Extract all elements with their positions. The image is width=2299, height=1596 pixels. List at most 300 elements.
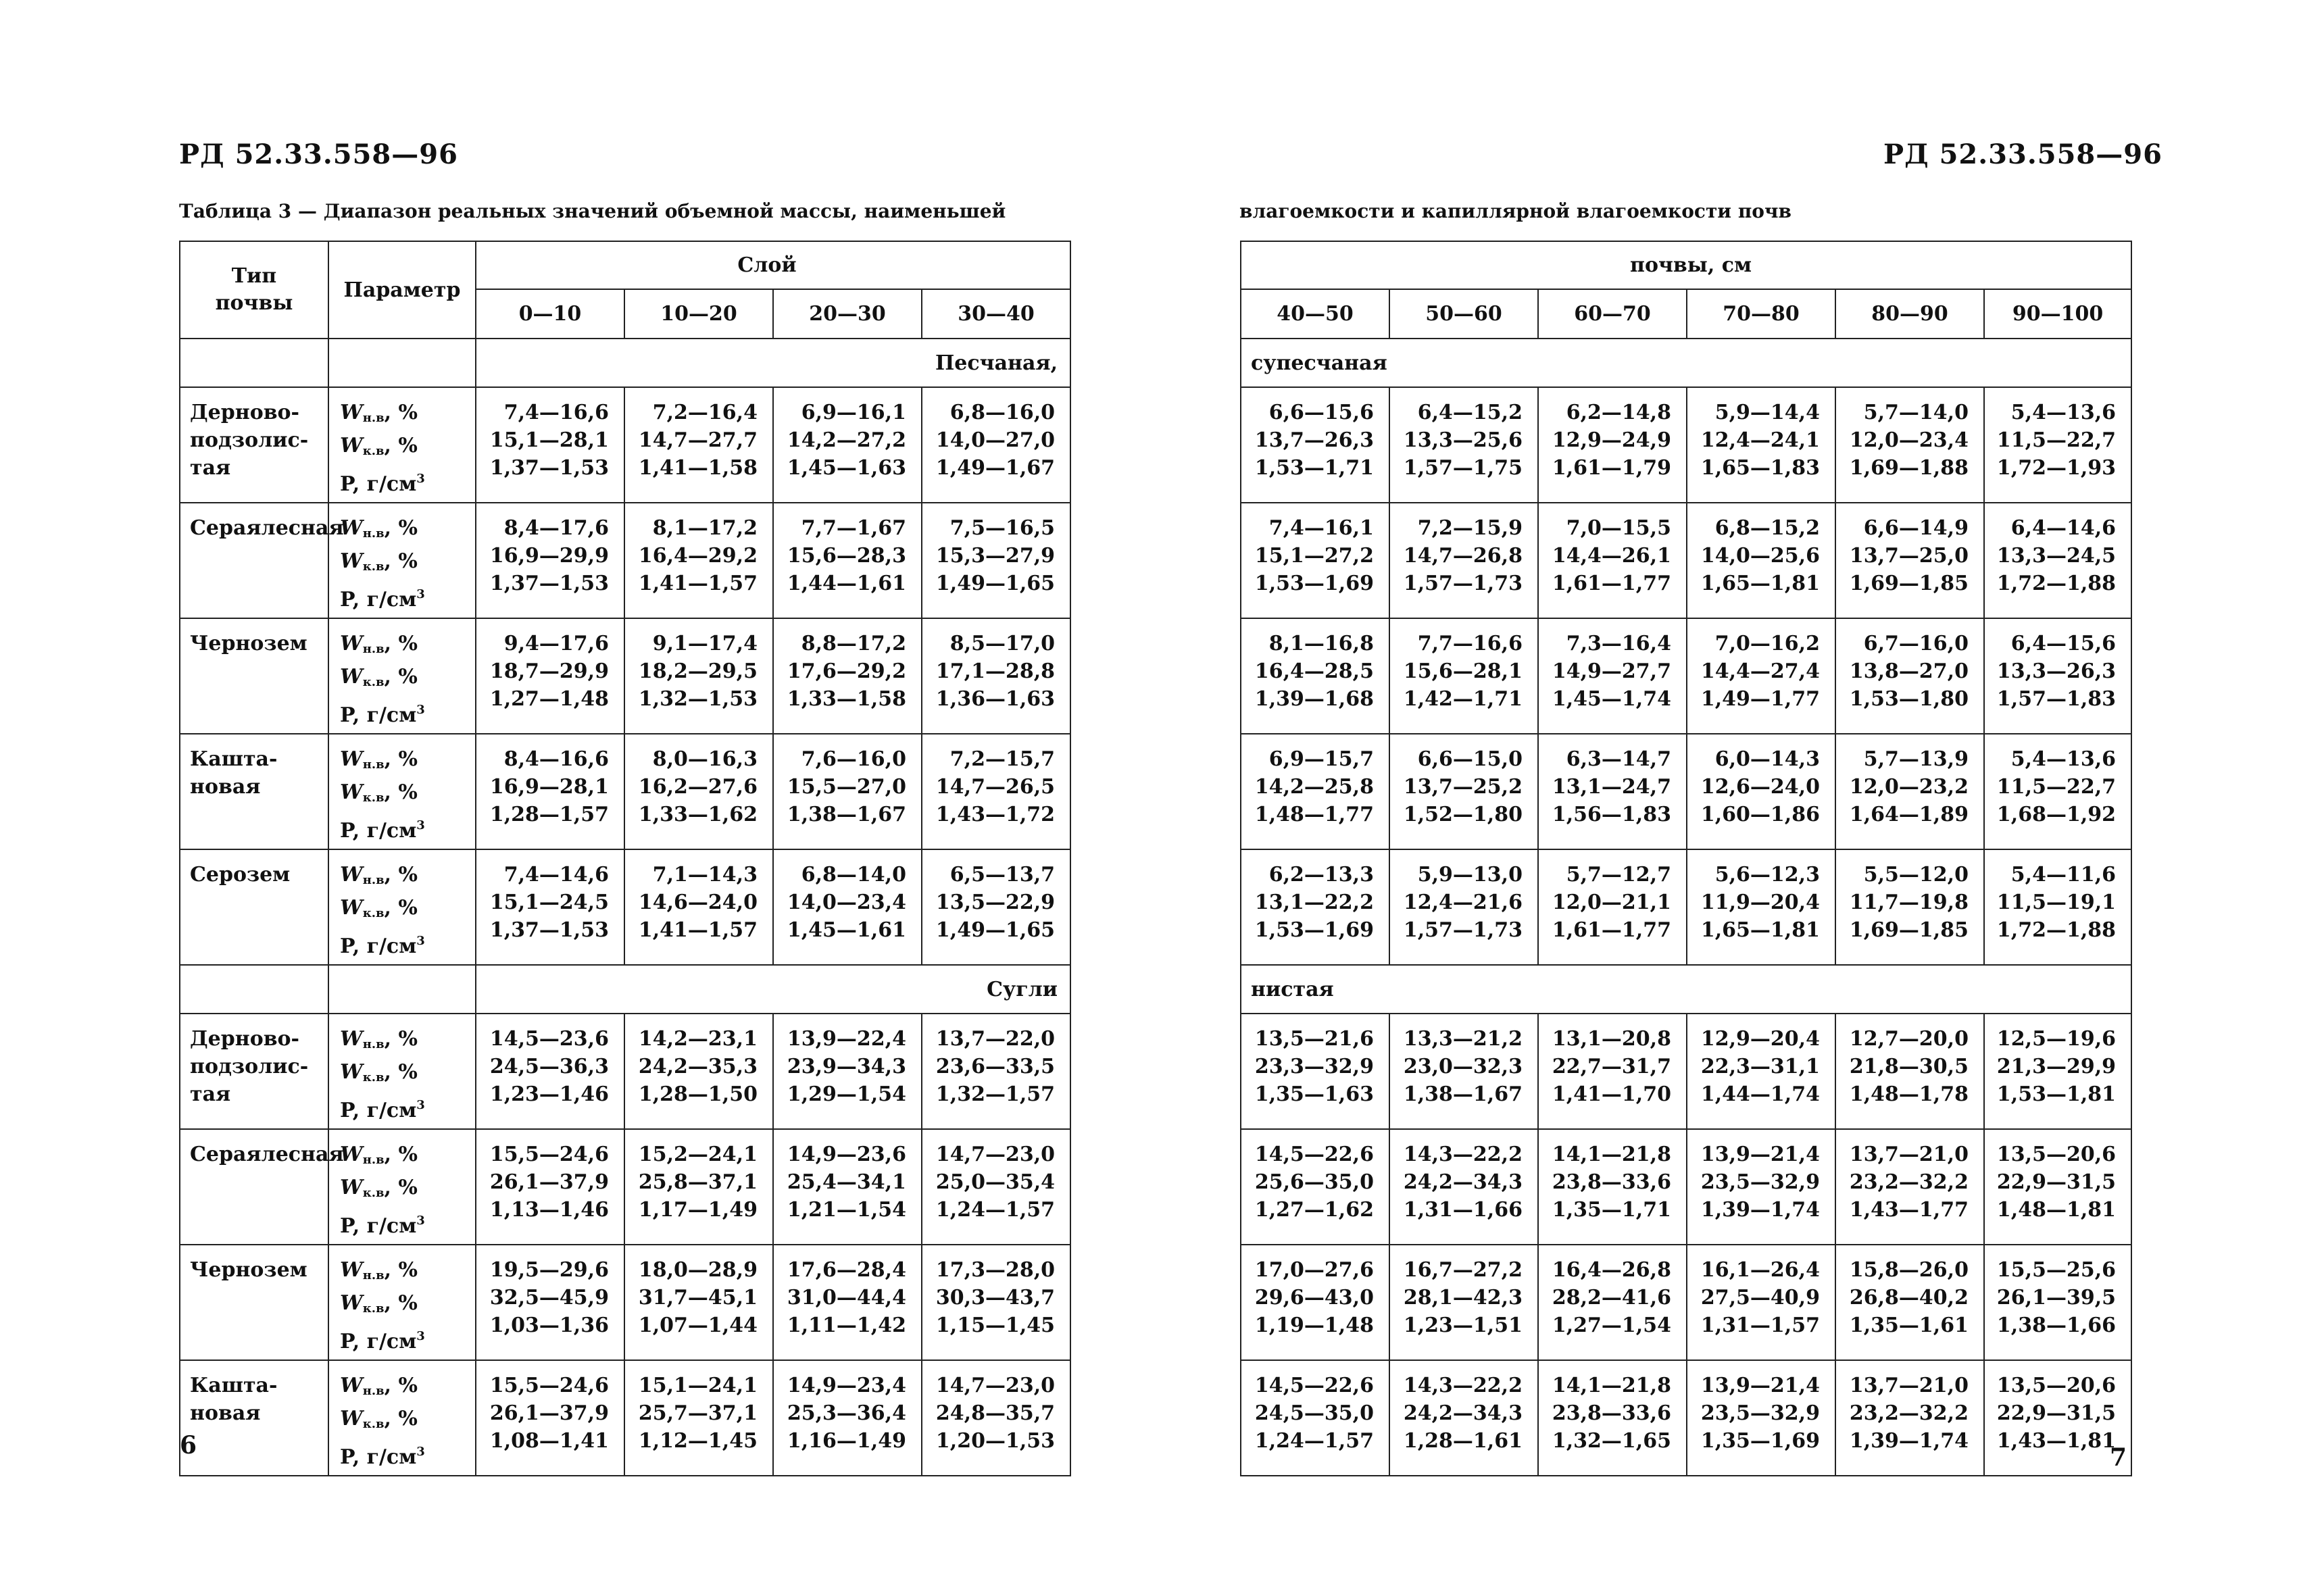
value-range: 5,6—12,3 bbox=[1714, 863, 1820, 887]
value-range: 8,4—16,6 bbox=[503, 747, 609, 771]
value-cell bbox=[1241, 849, 1389, 965]
value-range: 1,41—1,70 bbox=[1552, 1082, 1671, 1106]
soil-type-line: Кашта- bbox=[190, 747, 278, 771]
document-code-right: РД 52.33.558—96 bbox=[1883, 139, 2162, 170]
value-cell bbox=[773, 618, 922, 734]
value-cell bbox=[773, 387, 922, 503]
soil-type bbox=[180, 503, 344, 618]
value-range: 7,2—15,7 bbox=[949, 747, 1056, 771]
param-w-symbol: W bbox=[340, 1407, 363, 1430]
value-cell bbox=[1538, 734, 1687, 849]
section-label: супесчаная bbox=[1241, 339, 2131, 387]
value-range: 13,7—21,0 bbox=[1849, 1374, 1969, 1397]
param-w-subscript: к.в bbox=[362, 1186, 385, 1200]
value-range: 15,8—26,0 bbox=[1849, 1258, 1969, 1282]
value-range: 1,32—1,57 bbox=[935, 1082, 1056, 1106]
soil-type-line: Дерново- bbox=[190, 401, 300, 424]
value-cell bbox=[922, 1014, 1070, 1129]
value-range: 23,2—32,2 bbox=[1849, 1170, 1969, 1194]
value-range: 1,43—1,72 bbox=[935, 803, 1056, 826]
value-cell bbox=[476, 1245, 624, 1360]
value-range: 1,53—1,71 bbox=[1254, 456, 1374, 480]
value-range: 1,48—1,78 bbox=[1849, 1082, 1969, 1106]
value-range: 1,53—1,69 bbox=[1254, 572, 1374, 595]
param-unit: , % bbox=[384, 434, 418, 457]
value-cell bbox=[1687, 1245, 1835, 1360]
value-range: 6,5—13,7 bbox=[949, 863, 1056, 887]
value-range: 1,57—1,73 bbox=[1403, 918, 1523, 942]
param-density bbox=[340, 1322, 475, 1355]
value-cell bbox=[1835, 1245, 1984, 1360]
value-range: 31,0—44,4 bbox=[787, 1286, 906, 1310]
param-density bbox=[340, 1207, 475, 1240]
table-caption-continued: влагоемкости и капиллярной влагоемкости почв bbox=[1239, 200, 1791, 222]
value-range: 28,2—41,6 bbox=[1552, 1286, 1671, 1310]
empty-cell bbox=[180, 339, 328, 387]
param-unit: , % bbox=[384, 1374, 418, 1397]
section-row bbox=[1241, 965, 2131, 1014]
value-range: 14,4—27,4 bbox=[1700, 659, 1820, 683]
value-range: 13,5—20,6 bbox=[1996, 1143, 2117, 1166]
param-density bbox=[340, 465, 475, 498]
soil-row bbox=[1241, 1245, 2131, 1360]
param-w-nv bbox=[340, 399, 475, 432]
soil-type-line: подзолис- bbox=[190, 1055, 309, 1078]
param-w-subscript: к.в bbox=[362, 559, 385, 574]
value-range: 16,2—27,6 bbox=[638, 775, 758, 799]
value-range: 6,0—14,3 bbox=[1714, 747, 1820, 771]
value-range: 14,2—27,2 bbox=[787, 428, 906, 452]
value-cell bbox=[1835, 618, 1984, 734]
value-range: 15,3—27,9 bbox=[935, 544, 1056, 568]
value-range: 7,6—16,0 bbox=[801, 747, 906, 771]
value-range: 1,57—1,83 bbox=[1996, 687, 2117, 711]
value-range: 14,7—23,0 bbox=[935, 1374, 1056, 1397]
depth-header: 0—10 bbox=[476, 289, 624, 339]
param-w-symbol: W bbox=[340, 780, 363, 804]
value-range: 14,0—23,4 bbox=[787, 891, 906, 914]
value-range: 14,5—22,6 bbox=[1254, 1374, 1374, 1397]
param-unit: , % bbox=[384, 665, 418, 689]
param-w-symbol: W bbox=[340, 863, 363, 887]
soil-row bbox=[1241, 503, 2131, 618]
value-range: 15,1—24,1 bbox=[638, 1374, 758, 1397]
soil-row bbox=[180, 734, 1070, 849]
value-range: 13,5—20,6 bbox=[1996, 1374, 2117, 1397]
value-range: 5,4—11,6 bbox=[2010, 863, 2117, 887]
soil-row bbox=[1241, 1014, 2131, 1129]
value-range: 15,5—27,0 bbox=[787, 775, 906, 799]
value-range: 23,5—32,9 bbox=[1700, 1401, 1820, 1425]
soil-row bbox=[180, 1245, 1070, 1360]
parameter-names bbox=[328, 849, 476, 965]
param-w-kv bbox=[340, 1058, 475, 1091]
depth-header: 90—100 bbox=[1984, 289, 2131, 339]
soil-row bbox=[1241, 618, 2131, 734]
value-range: 15,5—24,6 bbox=[489, 1143, 609, 1166]
value-range: 1,28—1,61 bbox=[1403, 1429, 1523, 1453]
value-cell bbox=[624, 1014, 773, 1129]
param-unit: , % bbox=[384, 1027, 418, 1051]
value-range: 1,39—1,74 bbox=[1849, 1429, 1969, 1453]
value-range: 14,2—25,8 bbox=[1254, 775, 1374, 799]
value-range: 23,5—32,9 bbox=[1700, 1170, 1820, 1194]
value-range: 1,23—1,46 bbox=[489, 1082, 609, 1106]
value-cell bbox=[476, 1014, 624, 1129]
value-range: 14,5—22,6 bbox=[1254, 1143, 1374, 1166]
param-w-kv bbox=[340, 1289, 475, 1322]
value-range: 8,1—16,8 bbox=[1268, 632, 1374, 655]
value-range: 13,9—21,4 bbox=[1700, 1374, 1820, 1397]
value-range: 15,1—24,5 bbox=[489, 891, 609, 914]
depth-header: 30—40 bbox=[922, 289, 1070, 339]
value-cell bbox=[922, 618, 1070, 734]
value-range: 1,17—1,49 bbox=[638, 1198, 758, 1222]
param-w-subscript: к.в bbox=[362, 906, 385, 920]
value-cell bbox=[1389, 1245, 1538, 1360]
value-range: 1,32—1,53 bbox=[638, 687, 758, 711]
soil-type-line: тая bbox=[190, 1082, 231, 1106]
value-range: 1,53—1,69 bbox=[1254, 918, 1374, 942]
value-range: 15,1—28,1 bbox=[489, 428, 609, 452]
param-w-subscript: к.в bbox=[362, 1301, 385, 1316]
empty-cell bbox=[328, 339, 476, 387]
param-w-nv bbox=[340, 745, 475, 778]
soil-type bbox=[180, 1360, 328, 1476]
value-range: 14,7—26,5 bbox=[935, 775, 1056, 799]
value-range: 1,37—1,53 bbox=[489, 918, 609, 942]
value-cell bbox=[1241, 1360, 1389, 1476]
value-range: 25,8—37,1 bbox=[638, 1170, 758, 1194]
value-range: 16,7—27,2 bbox=[1403, 1258, 1523, 1282]
value-range: 11,9—20,4 bbox=[1700, 891, 1820, 914]
value-cell bbox=[922, 1129, 1070, 1245]
value-range: 24,8—35,7 bbox=[935, 1401, 1056, 1425]
value-cell bbox=[1538, 387, 1687, 503]
soil-type-line: новая bbox=[190, 775, 261, 799]
param-w-subscript: н.в bbox=[362, 1037, 385, 1051]
value-cell bbox=[1835, 1129, 1984, 1245]
value-range: 1,07—1,44 bbox=[638, 1314, 758, 1337]
param-p-label: P, г/см bbox=[340, 819, 417, 843]
value-cell bbox=[1389, 1014, 1538, 1129]
soil-type-line: Серая bbox=[190, 1143, 262, 1166]
soil-type bbox=[180, 734, 328, 849]
value-range: 23,8—33,6 bbox=[1552, 1401, 1671, 1425]
value-range: 1,57—1,75 bbox=[1403, 456, 1523, 480]
soil-type-line: лесная bbox=[261, 516, 344, 540]
value-cell bbox=[1835, 1014, 1984, 1129]
value-cell bbox=[1241, 734, 1389, 849]
value-cell bbox=[1538, 503, 1687, 618]
value-range: 8,0—16,3 bbox=[652, 747, 758, 771]
value-range: 18,0—28,9 bbox=[638, 1258, 758, 1282]
value-range: 1,37—1,53 bbox=[489, 456, 609, 480]
value-range: 22,3—31,1 bbox=[1700, 1055, 1820, 1078]
soil-row bbox=[180, 618, 1070, 734]
value-range: 9,1—17,4 bbox=[652, 632, 758, 655]
param-p-label: P, г/см bbox=[340, 588, 417, 612]
value-cell bbox=[773, 734, 922, 849]
value-range: 12,0—23,4 bbox=[1849, 428, 1969, 452]
value-range: 1,61—1,77 bbox=[1552, 572, 1671, 595]
value-cell bbox=[922, 1360, 1070, 1476]
param-w-symbol: W bbox=[340, 1060, 363, 1084]
value-range: 12,7—20,0 bbox=[1849, 1027, 1969, 1051]
value-range: 13,8—27,0 bbox=[1849, 659, 1969, 683]
value-range: 14,2—23,1 bbox=[638, 1027, 758, 1051]
param-w-symbol: W bbox=[340, 549, 363, 573]
value-cell bbox=[476, 387, 624, 503]
value-range: 6,4—14,6 bbox=[2010, 516, 2117, 540]
param-w-subscript: н.в bbox=[362, 526, 385, 541]
value-range: 8,1—17,2 bbox=[652, 516, 758, 540]
value-range: 1,16—1,49 bbox=[787, 1429, 906, 1453]
value-range: 16,4—28,5 bbox=[1254, 659, 1374, 683]
table-left bbox=[179, 241, 1071, 1476]
param-w-nv bbox=[340, 1141, 475, 1174]
soil-type-line: Чернозем bbox=[190, 1258, 307, 1282]
value-cell bbox=[1984, 1014, 2131, 1129]
parameter-names bbox=[328, 1360, 476, 1476]
value-cell bbox=[624, 734, 773, 849]
soil-type bbox=[180, 618, 328, 734]
value-cell bbox=[773, 503, 922, 618]
value-range: 1,36—1,63 bbox=[935, 687, 1056, 711]
value-range: 6,4—15,2 bbox=[1417, 401, 1523, 424]
value-range: 8,8—17,2 bbox=[801, 632, 906, 655]
param-w-symbol: W bbox=[340, 1176, 363, 1199]
value-range: 14,1—21,8 bbox=[1552, 1374, 1671, 1397]
soil-type-line: Кашта- bbox=[190, 1374, 278, 1397]
value-range: 15,6—28,1 bbox=[1403, 659, 1523, 683]
value-range: 6,6—15,0 bbox=[1417, 747, 1523, 771]
value-cell bbox=[1241, 1245, 1389, 1360]
parameter-names bbox=[328, 734, 476, 849]
value-cell bbox=[624, 387, 773, 503]
value-range: 15,6—28,3 bbox=[787, 544, 906, 568]
param-w-subscript: к.в bbox=[362, 1070, 385, 1084]
param-unit: , % bbox=[384, 1176, 418, 1199]
value-range: 17,3—28,0 bbox=[935, 1258, 1056, 1282]
value-range: 17,6—28,4 bbox=[787, 1258, 906, 1282]
value-cell bbox=[922, 734, 1070, 849]
value-range: 1,33—1,62 bbox=[638, 803, 758, 826]
value-range: 8,5—17,0 bbox=[949, 632, 1056, 655]
param-unit: , % bbox=[384, 632, 418, 655]
value-cell bbox=[1241, 1014, 1389, 1129]
value-range: 6,2—14,8 bbox=[1566, 401, 1671, 424]
value-range: 5,9—13,0 bbox=[1417, 863, 1523, 887]
param-p-exponent: 3 bbox=[416, 818, 425, 832]
value-range: 26,1—39,5 bbox=[1996, 1286, 2117, 1310]
soil-type-line: Дерново- bbox=[190, 1027, 300, 1051]
value-cell bbox=[1538, 1129, 1687, 1245]
param-unit: , % bbox=[384, 549, 418, 573]
param-p-exponent: 3 bbox=[416, 1214, 425, 1228]
param-w-subscript: н.в bbox=[362, 411, 385, 425]
value-range: 1,43—1,77 bbox=[1849, 1198, 1969, 1222]
value-range: 14,7—27,7 bbox=[638, 428, 758, 452]
value-range: 24,2—34,3 bbox=[1403, 1401, 1523, 1425]
value-range: 6,4—15,6 bbox=[2010, 632, 2117, 655]
value-range: 6,7—16,0 bbox=[1863, 632, 1969, 655]
soil-row bbox=[1241, 1360, 2131, 1476]
value-range: 1,48—1,77 bbox=[1254, 803, 1374, 826]
value-range: 7,5—16,5 bbox=[949, 516, 1056, 540]
value-range: 1,65—1,83 bbox=[1700, 456, 1820, 480]
value-range: 1,08—1,41 bbox=[489, 1429, 609, 1453]
param-w-subscript: к.в bbox=[362, 444, 385, 458]
value-range: 12,0—23,2 bbox=[1849, 775, 1969, 799]
value-range: 23,9—34,3 bbox=[787, 1055, 906, 1078]
value-range: 1,28—1,50 bbox=[638, 1082, 758, 1106]
param-w-nv bbox=[340, 861, 475, 894]
param-w-symbol: W bbox=[340, 747, 363, 771]
depth-header: 10—20 bbox=[624, 289, 773, 339]
value-range: 11,5—22,7 bbox=[1996, 775, 2117, 799]
param-w-symbol: W bbox=[340, 1291, 363, 1315]
value-range: 12,5—19,6 bbox=[1996, 1027, 2117, 1051]
value-range: 13,9—22,4 bbox=[787, 1027, 906, 1051]
value-range: 13,1—24,7 bbox=[1552, 775, 1671, 799]
value-range: 25,3—36,4 bbox=[787, 1401, 906, 1425]
value-range: 6,9—15,7 bbox=[1268, 747, 1374, 771]
value-range: 13,1—20,8 bbox=[1552, 1027, 1671, 1051]
soil-type-line: Серая bbox=[190, 516, 262, 540]
value-range: 11,5—19,1 bbox=[1996, 891, 2117, 914]
value-range: 1,43—1,81 bbox=[1996, 1429, 2117, 1453]
param-p-exponent: 3 bbox=[416, 1098, 425, 1112]
param-w-kv bbox=[340, 547, 475, 580]
value-range: 1,41—1,58 bbox=[638, 456, 758, 480]
value-range: 25,6—35,0 bbox=[1254, 1170, 1374, 1194]
value-cell bbox=[1241, 618, 1389, 734]
value-cell bbox=[1984, 734, 2131, 849]
value-cell bbox=[1389, 849, 1538, 965]
value-range: 1,49—1,67 bbox=[935, 456, 1056, 480]
value-range: 14,3—22,2 bbox=[1403, 1143, 1523, 1166]
soil-type-line: новая bbox=[190, 1401, 261, 1425]
value-range: 1,15—1,45 bbox=[935, 1314, 1056, 1337]
soil-row bbox=[180, 1014, 1070, 1129]
table-caption: Таблица 3 — Диапазон реальных значений объемной массы, наименьшей bbox=[179, 200, 1006, 222]
value-range: 14,1—21,8 bbox=[1552, 1143, 1671, 1166]
value-range: 6,8—15,2 bbox=[1714, 516, 1820, 540]
value-range: 5,7—14,0 bbox=[1863, 401, 1969, 424]
value-range: 1,23—1,51 bbox=[1403, 1314, 1523, 1337]
value-range: 13,3—21,2 bbox=[1403, 1027, 1523, 1051]
section-label: Сугли bbox=[476, 965, 1070, 1014]
param-w-symbol: W bbox=[340, 1374, 363, 1397]
param-w-subscript: н.в bbox=[362, 1268, 385, 1282]
param-p-exponent: 3 bbox=[416, 1445, 425, 1459]
value-range: 12,9—24,9 bbox=[1552, 428, 1671, 452]
value-range: 24,2—35,3 bbox=[638, 1055, 758, 1078]
value-range: 1,61—1,79 bbox=[1552, 456, 1671, 480]
value-range: 15,1—27,2 bbox=[1254, 544, 1374, 568]
value-range: 1,65—1,81 bbox=[1700, 918, 1820, 942]
param-w-subscript: н.в bbox=[362, 757, 385, 772]
layer-header-continued: почвы, см bbox=[1241, 241, 2131, 289]
value-range: 13,9—21,4 bbox=[1700, 1143, 1820, 1166]
soil-row bbox=[1241, 1129, 2131, 1245]
param-w-kv bbox=[340, 1174, 475, 1207]
value-cell bbox=[1687, 849, 1835, 965]
soil-type bbox=[180, 1014, 328, 1129]
param-w-symbol: W bbox=[340, 1027, 363, 1051]
param-w-symbol: W bbox=[340, 434, 363, 457]
value-range: 1,33—1,58 bbox=[787, 687, 906, 711]
depth-header: 80—90 bbox=[1835, 289, 1984, 339]
value-range: 1,45—1,74 bbox=[1552, 687, 1671, 711]
soil-row bbox=[180, 849, 1070, 965]
value-range: 1,49—1,65 bbox=[935, 918, 1056, 942]
param-density bbox=[340, 1091, 475, 1124]
value-range: 16,4—26,8 bbox=[1552, 1258, 1671, 1282]
value-range: 5,9—14,4 bbox=[1714, 401, 1820, 424]
value-range: 9,4—17,6 bbox=[503, 632, 609, 655]
value-range: 14,9—23,4 bbox=[787, 1374, 906, 1397]
value-range: 26,1—37,9 bbox=[489, 1170, 609, 1194]
value-range: 6,6—14,9 bbox=[1863, 516, 1969, 540]
param-w-subscript: к.в bbox=[362, 791, 385, 805]
document-code-left: РД 52.33.558—96 bbox=[179, 139, 458, 170]
value-range: 12,4—24,1 bbox=[1700, 428, 1820, 452]
value-range: 16,9—29,9 bbox=[489, 544, 609, 568]
value-range: 1,19—1,48 bbox=[1254, 1314, 1374, 1337]
value-range: 1,69—1,88 bbox=[1849, 456, 1969, 480]
value-range: 13,3—24,5 bbox=[1996, 544, 2117, 568]
soil-type-line: Чернозем bbox=[190, 632, 307, 655]
empty-cell bbox=[328, 965, 476, 1014]
value-range: 16,9—28,1 bbox=[489, 775, 609, 799]
param-p-exponent: 3 bbox=[416, 1329, 425, 1343]
value-range: 1,48—1,81 bbox=[1996, 1198, 2117, 1222]
value-cell bbox=[1687, 618, 1835, 734]
value-range: 7,4—16,1 bbox=[1268, 516, 1374, 540]
value-range: 1,64—1,89 bbox=[1849, 803, 1969, 826]
value-cell bbox=[1687, 503, 1835, 618]
value-range: 7,7—16,6 bbox=[1417, 632, 1523, 655]
value-range: 7,0—15,5 bbox=[1566, 516, 1671, 540]
value-cell bbox=[922, 387, 1070, 503]
value-range: 13,7—22,0 bbox=[935, 1027, 1056, 1051]
value-range: 22,7—31,7 bbox=[1552, 1055, 1671, 1078]
value-range: 5,7—12,7 bbox=[1566, 863, 1671, 887]
value-range: 24,5—35,0 bbox=[1254, 1401, 1374, 1425]
soil-type bbox=[180, 1129, 344, 1245]
value-range: 1,72—1,88 bbox=[1996, 918, 2117, 942]
value-cell bbox=[1687, 387, 1835, 503]
soil-type bbox=[180, 1245, 328, 1360]
value-range: 13,1—22,2 bbox=[1254, 891, 1374, 914]
parameter-names bbox=[328, 1245, 476, 1360]
value-range: 1,49—1,65 bbox=[935, 572, 1056, 595]
soil-type-line: Серозем bbox=[190, 863, 291, 887]
param-unit: , % bbox=[384, 896, 418, 920]
param-density bbox=[340, 927, 475, 960]
value-range: 1,49—1,77 bbox=[1700, 687, 1820, 711]
value-range: 6,2—13,3 bbox=[1268, 863, 1374, 887]
value-range: 15,5—25,6 bbox=[1996, 1258, 2117, 1282]
value-range: 5,4—13,6 bbox=[2010, 747, 2117, 771]
value-range: 1,68—1,92 bbox=[1996, 803, 2117, 826]
value-range: 1,28—1,57 bbox=[489, 803, 609, 826]
value-cell bbox=[1389, 503, 1538, 618]
value-range: 1,45—1,61 bbox=[787, 918, 906, 942]
value-cell bbox=[476, 849, 624, 965]
